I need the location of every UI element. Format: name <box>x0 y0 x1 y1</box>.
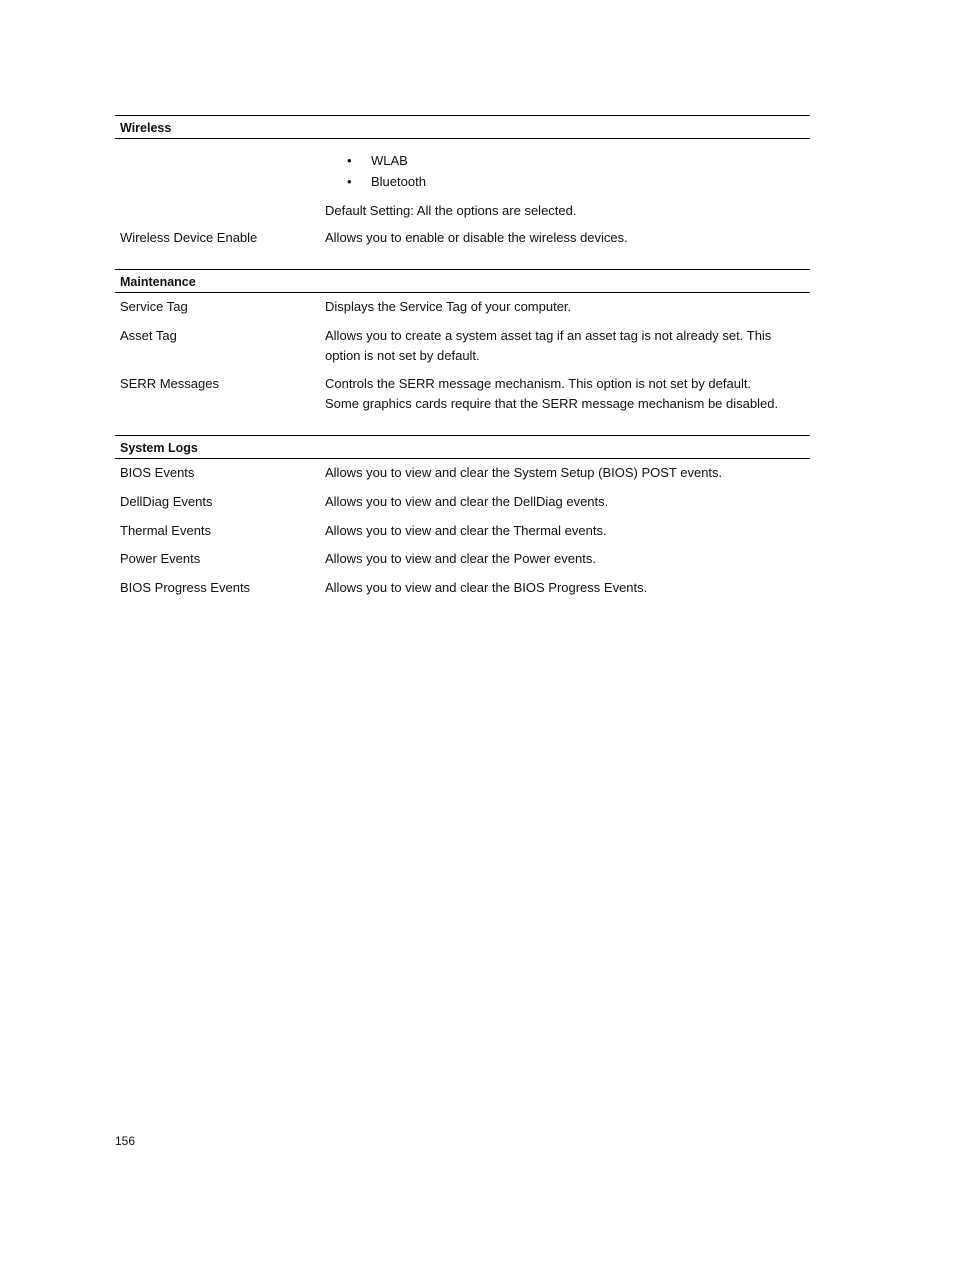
section-heading: Wireless <box>115 115 810 139</box>
setting-label: BIOS Events <box>120 465 195 480</box>
setting-description: Allows you to create a system asset tag if an asset tag is not already set. This option is not set by default. <box>325 328 772 363</box>
default-setting-text: Default Setting: All the options are selected. <box>325 203 577 218</box>
setting-description: Allows you to view and clear the Power events. <box>325 551 596 566</box>
setting-description: Controls the SERR message mechanism. This option is not set by default. Some graphics cards require that the SERR message mechanism be disabled. <box>325 376 779 411</box>
setting-description: Displays the Service Tag of your computer. <box>325 299 572 314</box>
setting-label: Wireless Device Enable <box>120 230 258 245</box>
list-item: • WLAB <box>325 150 785 171</box>
setting-label: Asset Tag <box>120 328 177 343</box>
setting-description: Allows you to view and clear the System Setup (BIOS) POST events. <box>325 465 723 480</box>
document-body <box>115 115 810 598</box>
table-row <box>115 317 810 366</box>
bullet-icon: • <box>347 174 352 189</box>
bullet-icon: • <box>347 153 352 168</box>
setting-description: Allows you to view and clear the DellDiag events. <box>325 494 609 509</box>
setting-label: Thermal Events <box>120 523 212 538</box>
section-heading: System Logs <box>115 435 810 459</box>
table-row <box>115 366 810 435</box>
setting-label: DellDiag Events <box>120 494 213 509</box>
setting-description: Allows you to view and clear the Thermal events. <box>325 523 607 538</box>
section-heading: Maintenance <box>115 269 810 293</box>
wireless-options-row <box>115 139 810 192</box>
setting-label: Power Events <box>120 551 201 566</box>
table-row <box>115 221 810 269</box>
setting-label: Service Tag <box>120 299 188 314</box>
table-row <box>115 293 810 317</box>
table-row <box>115 541 810 569</box>
table-row <box>115 459 810 483</box>
table-row <box>115 512 810 541</box>
setting-label: BIOS Progress Events <box>120 580 251 595</box>
wireless-options-list <box>325 150 785 192</box>
table-row <box>115 569 810 598</box>
page-number: 156 <box>115 1134 136 1148</box>
section-system-logs <box>115 435 810 598</box>
section-wireless <box>115 115 810 269</box>
default-setting-row <box>115 192 810 221</box>
section-maintenance <box>115 269 810 435</box>
list-item: • Bluetooth <box>325 171 785 192</box>
setting-description: Allows you to view and clear the BIOS Progress Events. <box>325 580 648 595</box>
setting-description: Allows you to enable or disable the wireless devices. <box>325 230 628 245</box>
table-row <box>115 483 810 512</box>
setting-label: SERR Messages <box>120 376 219 391</box>
